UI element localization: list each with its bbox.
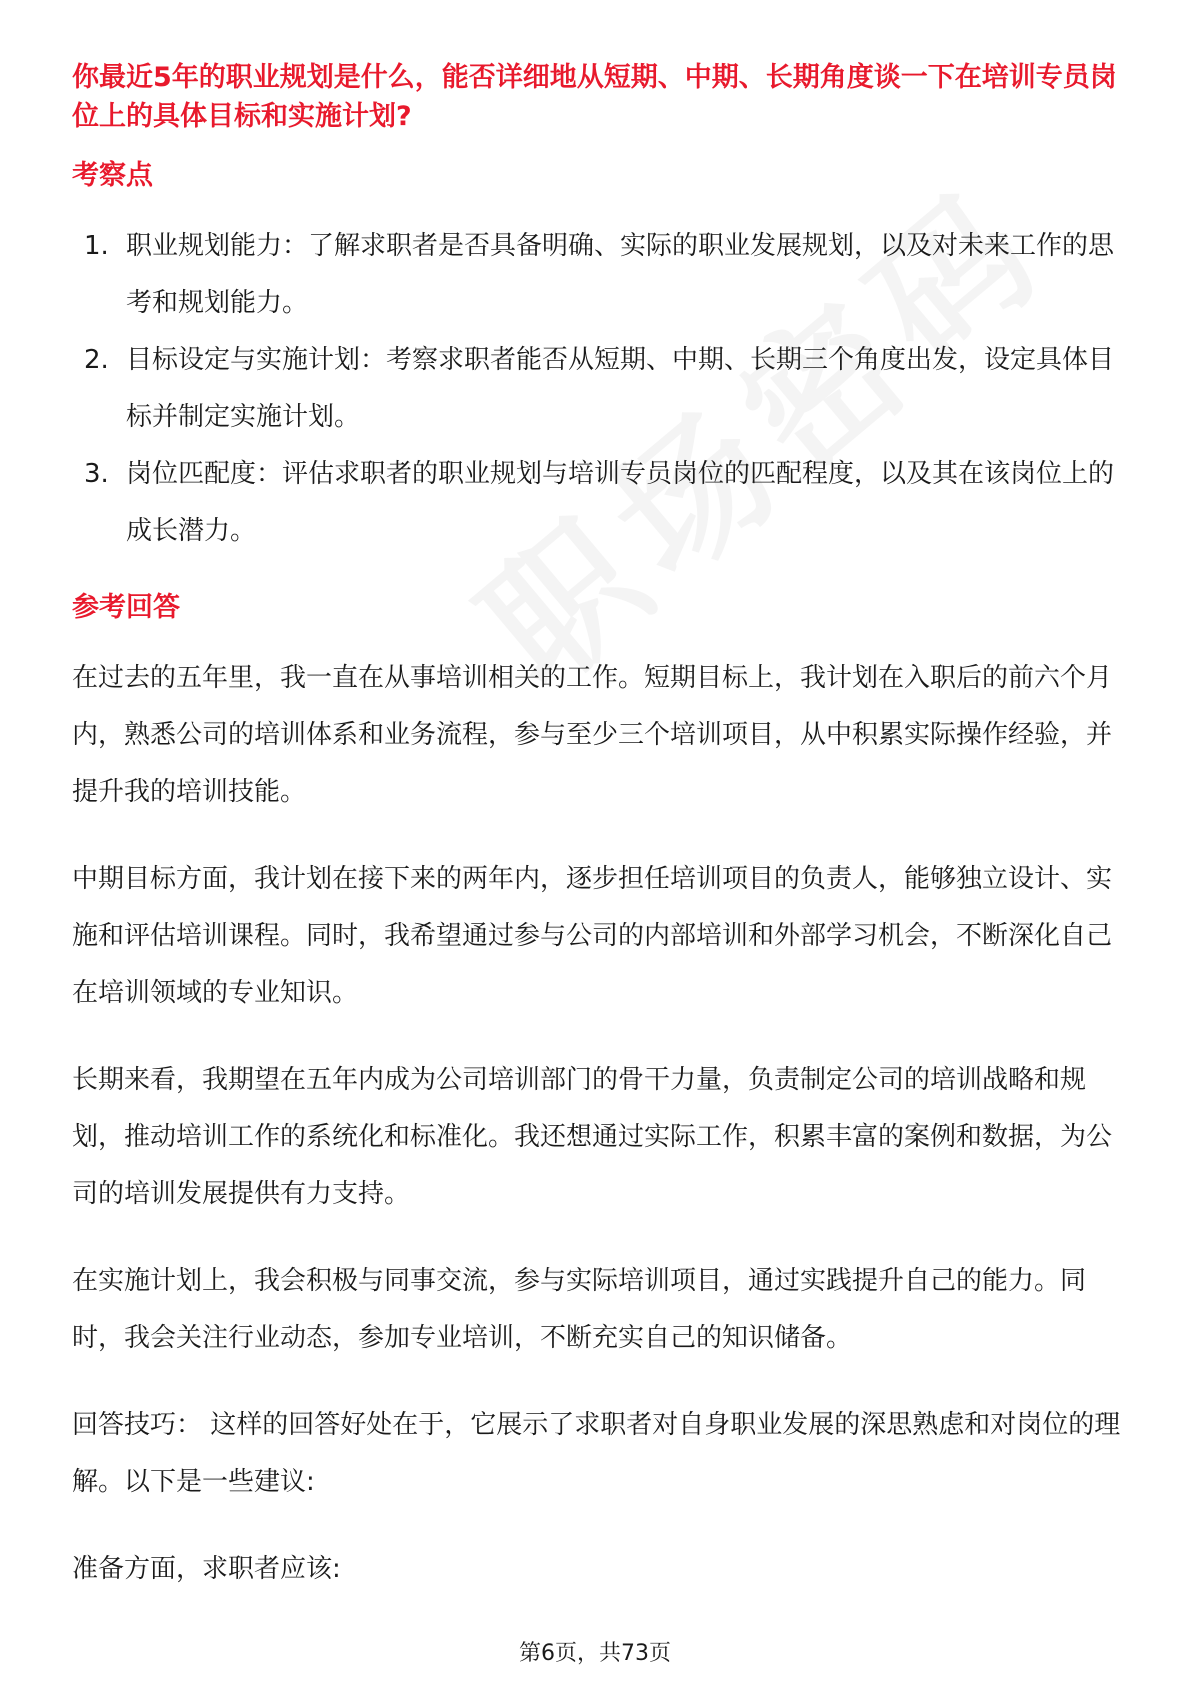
answer-heading: 参考回答 xyxy=(72,592,180,623)
list-item-text: 职业规划能力：了解求职者是否具备明确、实际的职业发展规划，以及对未来工作的思考和规划能力。 xyxy=(126,231,1115,318)
answer-tips-paragraph: 回答技巧： 这样的回答好处在于，它展示了求职者对自身职业发展的深思熟虑和对岗位的理解。以下是一些建议: xyxy=(72,1410,1121,1497)
answer-paragraph: 在实施计划上，我会积极与同事交流，参与实际培训项目，通过实践提升自己的能力。同时，我会关注行业动态，参加专业培训，不断充实自己的知识储备。 xyxy=(72,1266,1087,1353)
document-page xyxy=(72,58,1122,1628)
list-item-text: 岗位匹配度：评估求职者的职业规划与培训专员岗位的匹配程度，以及其在该岗位上的成长潜力。 xyxy=(126,459,1115,546)
answer-paragraph: 在过去的五年里，我一直在从事培训相关的工作。短期目标上，我计划在入职后的前六个月内，熟悉公司的培训体系和业务流程，参与至少三个培训项目，从中积累实际操作经验，并提升我的培训技能。 xyxy=(72,663,1113,807)
list-item-number: 2. xyxy=(84,345,109,375)
preparation-paragraph: 准备方面，求职者应该: xyxy=(72,1554,341,1584)
answer-paragraph: 中期目标方面，我计划在接下来的两年内，逐步担任培训项目的负责人，能够独立设计、实施和评估培训课程。同时，我希望通过参与公司的内部培训和外部学习机会，不断深化自己在培训领域的专业知识。 xyxy=(72,864,1113,1008)
page-number-footer: 第6页，共73页 xyxy=(519,1641,671,1666)
list-item xyxy=(72,218,1122,332)
points-heading: 考察点 xyxy=(72,160,153,191)
answer-paragraph: 长期来看，我期望在五年内成为公司培训部门的骨干力量，负责制定公司的培训战略和规划，推动培训工作的系统化和标准化。我还想通过实际工作，积累丰富的案例和数据，为公司的培训发展提供有力支持。 xyxy=(72,1065,1113,1209)
list-item-text: 目标设定与实施计划：考察求职者能否从短期、中期、长期三个角度出发，设定具体目标并制定实施计划。 xyxy=(126,345,1115,432)
list-item xyxy=(72,446,1122,560)
question-title: 你最近5年的职业规划是什么，能否详细地从短期、中期、长期角度谈一下在培训专员岗位上的具体目标和实施计划? xyxy=(72,62,1117,132)
list-item-number: 1. xyxy=(84,231,109,261)
points-list xyxy=(72,218,1122,560)
list-item-number: 3. xyxy=(84,459,109,489)
list-item xyxy=(72,332,1122,446)
